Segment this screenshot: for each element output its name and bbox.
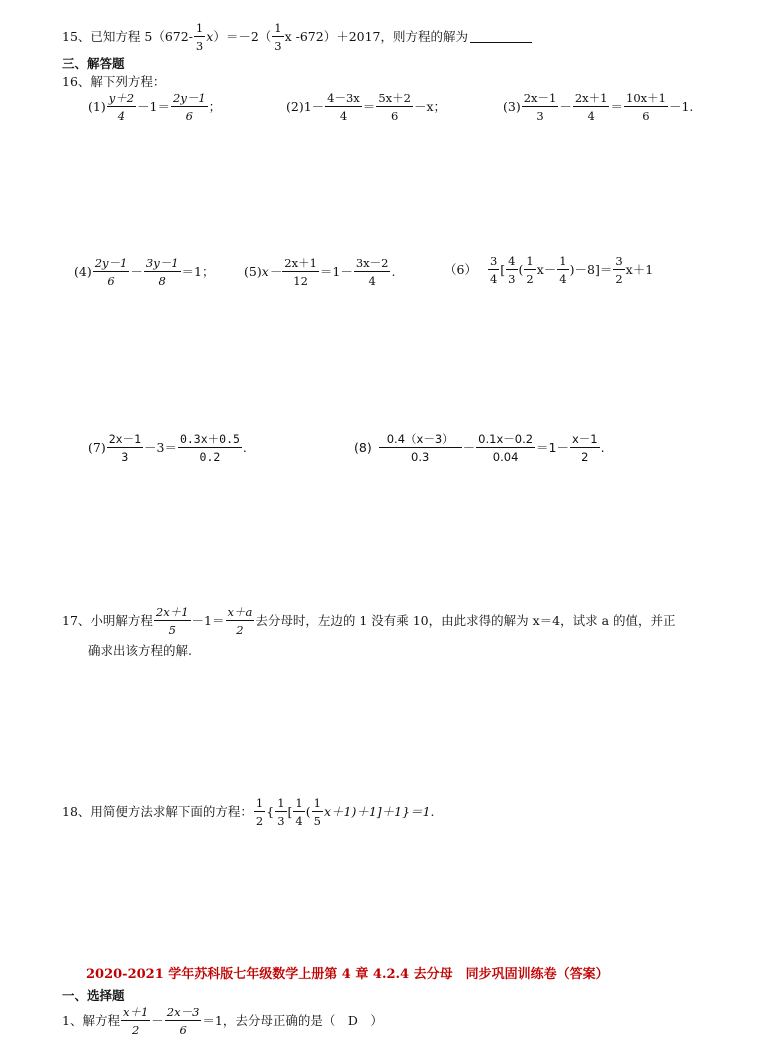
question-1 [62, 1006, 383, 1036]
p6-frac-5: $\frac{3}{2}$ [615, 254, 623, 287]
q18-t2: [ [287, 803, 293, 819]
p1-label: (1) [88, 98, 106, 114]
p7-frac-2: $\frac{0.3x+0.5}{0.2}$ [179, 432, 240, 465]
q18-t1: { [266, 803, 275, 819]
p2-pre: 1－ [303, 98, 325, 114]
p3-label: (3) [503, 98, 521, 114]
p5-pre: x－ [261, 263, 282, 279]
p3-end: －1. [668, 98, 694, 114]
q17-number: 17、 [62, 612, 91, 628]
p2-frac-2: $\frac{5x+2}{6}$ [378, 91, 411, 124]
p5-label: (5) [244, 263, 262, 279]
p2-frac-1: $\frac{4-3x}{4}$ [327, 91, 360, 124]
p8-frac-3: $\frac{x-1}{2}$ [572, 432, 598, 465]
p3-frac-1: $\frac{2x-1}{3}$ [523, 91, 557, 124]
q18-pre: 用简便方法求解下面的方程： [90, 803, 253, 819]
q15-text-b: ）＝－2（ [213, 28, 272, 44]
q15-x: x [206, 28, 214, 44]
q17-line-2: 确求出该方程的解. [88, 643, 192, 658]
q17-frac-2: $\frac{x+a}{2}$ [227, 605, 253, 638]
p4-label: (4) [74, 263, 92, 279]
q18-t3: ( [305, 803, 311, 819]
q16-problem-6 [444, 255, 653, 285]
p5-frac-1: $\frac{2x+1}{12}$ [284, 256, 317, 289]
question-15 [62, 22, 532, 52]
section-1-heading: 一、选择题 [62, 988, 125, 1003]
q18-frac-2: $\frac{1}{3}$ [277, 796, 285, 829]
q1-post: ＝1，去分母正确的是（ D ） [202, 1012, 383, 1028]
q18-frac-1: $\frac{1}{2}$ [255, 796, 264, 829]
q1-frac-2: $\frac{2x-3}{6}$ [166, 1005, 200, 1038]
p6-t3: x－ [536, 261, 557, 277]
q16-problem-7 [88, 433, 247, 463]
answer-title: 2020-2021 学年苏科版七年级数学上册第 4 章 4.2.4 去分母 同步巩固训练卷（答案） [86, 967, 609, 982]
q17-post: 去分母时，左边的 1 没有乘 10，由此求得的解为 x＝4，试求 a 的值，并正 [255, 612, 676, 628]
p7-frac-1: $\frac{2x-1}{3}$ [108, 432, 141, 465]
p7-label: (7) [88, 439, 106, 455]
p6-t4: )－8]＝ [569, 261, 613, 277]
q1-frac-1: $\frac{x+1}{2}$ [122, 1005, 149, 1038]
q18-number: 18、 [62, 803, 91, 819]
p8-label: (8) [354, 439, 372, 455]
q17-pre: 小明解方程 [90, 612, 153, 628]
p6-t2: ( [518, 261, 524, 277]
p1-frac-2: $\frac{2y-1}{6}$ [173, 91, 206, 124]
p8-op: － [462, 439, 476, 455]
p1-end: ； [208, 98, 222, 114]
p8-end: . [600, 439, 605, 455]
p3-frac-3: $\frac{10x+1}{6}$ [626, 91, 666, 124]
q17-frac-1: $\frac{2x+1}{5}$ [155, 605, 189, 638]
q18-frac-3: $\frac{1}{4}$ [295, 796, 303, 829]
q16-problem-2 [286, 92, 446, 122]
question-16-intro [62, 76, 165, 89]
section-3-heading: 三、解答题 [62, 56, 125, 71]
p2-label: (2) [286, 98, 304, 114]
p5-mid: ＝1－ [319, 263, 353, 279]
p3-op-1: － [559, 98, 572, 114]
p6-frac-3: $\frac{1}{2}$ [526, 254, 534, 287]
p2-end: －x； [413, 98, 446, 114]
q16-problem-4 [74, 257, 214, 287]
p6-frac-2: $\frac{4}{3}$ [508, 254, 516, 287]
q15-number: 15、 [62, 28, 91, 44]
q15-frac-1: $\frac{1}{3}$ [195, 21, 204, 54]
q15-text-a: 已知方程 5（672- [90, 28, 193, 44]
question-18 [62, 797, 435, 827]
q16-problem-1 [88, 92, 221, 122]
p8-mid: ＝1－ [536, 439, 569, 455]
p4-frac-2: $\frac{3y-1}{8}$ [145, 256, 179, 289]
p5-end: . [391, 263, 396, 279]
q16-problem-8 [354, 433, 605, 463]
p6-frac-4: $\frac{1}{4}$ [559, 254, 567, 287]
q1-number: 1、 [62, 1012, 83, 1028]
p6-t1: [ [500, 261, 506, 277]
p1-frac-1: $\frac{y+2}{4}$ [108, 91, 135, 124]
q1-op: － [151, 1012, 164, 1028]
q15-text-c: x -672）＋2017，则方程的解为 [284, 28, 469, 44]
q18-t4: x＋1)＋1]＋1}＝1. [323, 803, 435, 819]
q16-intro: 解下列方程： [90, 74, 166, 89]
p6-frac-1: $\frac{3}{4}$ [489, 254, 498, 287]
q16-number: 16、 [62, 74, 91, 89]
p4-end: ＝1； [181, 263, 215, 279]
p6-t5: x＋1 [625, 261, 654, 277]
p4-frac-1: $\frac{2y-1}{6}$ [94, 256, 128, 289]
q17-mid: －1＝ [191, 612, 225, 628]
p1-mid: －1＝ [137, 98, 170, 114]
q18-frac-4: $\frac{1}{5}$ [313, 796, 321, 829]
q16-problem-3 [503, 92, 693, 122]
p2-mid: ＝ [362, 98, 376, 114]
q15-frac-2: $\frac{1}{3}$ [274, 21, 282, 54]
q16-problem-5 [244, 257, 395, 287]
q1-pre: 解方程 [82, 1012, 120, 1028]
question-17 [62, 606, 676, 636]
p7-mid: －3＝ [144, 439, 177, 455]
p6-label: （6） [444, 261, 477, 277]
q15-answer-blank[interactable] [470, 32, 532, 43]
p3-frac-2: $\frac{2x+1}{4}$ [574, 91, 608, 124]
p3-op-2: ＝ [610, 98, 623, 114]
p8-frac-2: $\frac{0.1x-0.2}{0.04}$ [478, 432, 534, 465]
p7-end: . [242, 439, 247, 455]
p8-frac-1: $\frac{0.4(x-3)}{0.3}$ [379, 433, 462, 463]
p4-op: － [130, 263, 143, 279]
p5-frac-2: $\frac{3x-2}{4}$ [355, 256, 389, 289]
